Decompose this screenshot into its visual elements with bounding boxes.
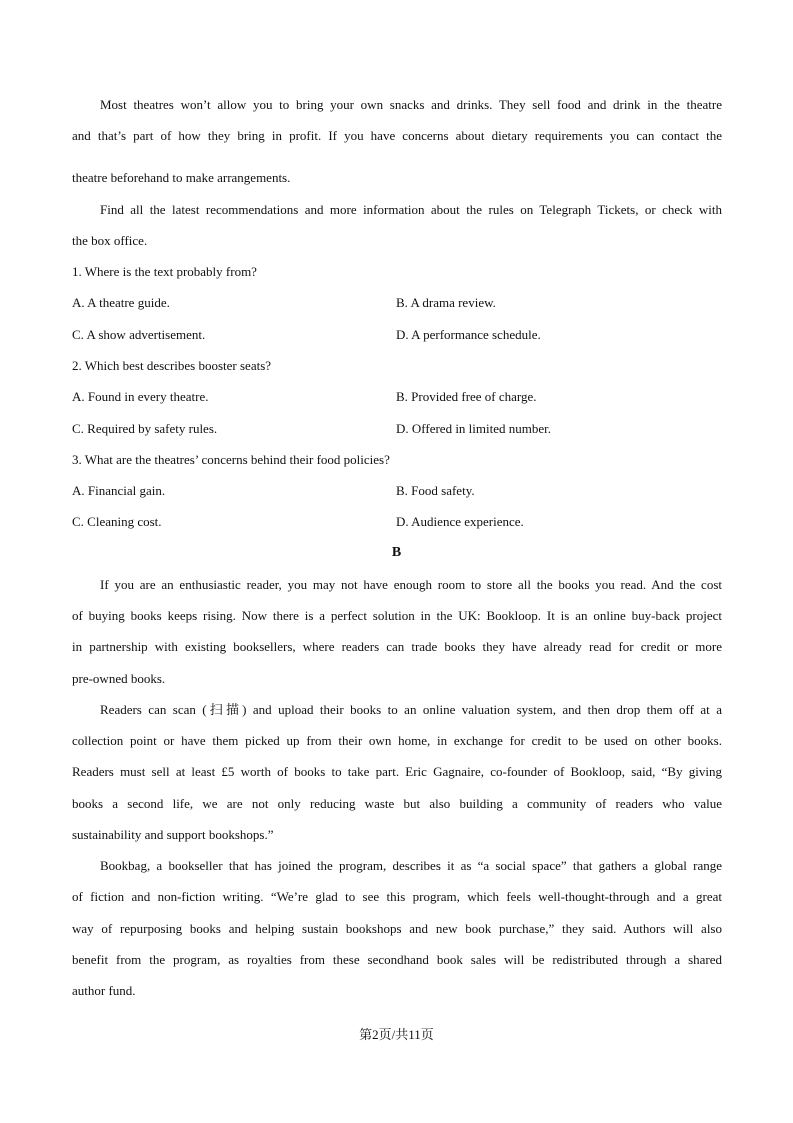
passage-b-p1-line1: If you are an enthusiastic reader, you may not have enough room to store all the books you read. And the cost: [100, 577, 722, 592]
passage-b-p3-line3: way of repurposing books and helping sustain bookshops and new book purchase,” they said. Authors will also: [72, 921, 722, 936]
passage-b-p2-line5: sustainability and support bookshops.”: [72, 827, 274, 842]
question-2-option-b: B. Provided free of charge.: [396, 389, 537, 404]
question-2-stem: 2. Which best describes booster seats?: [72, 358, 272, 373]
question-1-option-c: C. A show advertisement.: [72, 327, 206, 342]
question-3-option-b: B. Food safety.: [396, 483, 475, 498]
passage-b-p3-line4: benefit from the program, as royalties from these secondhand book sales will be redistributed through a shared: [72, 952, 722, 967]
passage-a-p2-line2: the box office.: [72, 233, 148, 248]
section-b-heading: B: [391, 545, 402, 560]
question-2-option-c: C. Required by safety rules.: [72, 421, 218, 436]
passage-b-p2-line3: Readers must sell at least £5 worth of books to take part. Eric Gagnaire, co-founder of Bookloop, said, “By giving: [72, 764, 722, 779]
passage-a-p1-line3: theatre beforehand to make arrangements.: [72, 170, 291, 185]
question-3-stem: 3. What are the theatres’ concerns behind their food policies?: [72, 452, 390, 467]
passage-b-p2-line2: collection point or have them picked up from their own home, in exchange for credit to be used on other books.: [72, 733, 722, 748]
question-1-option-d: D. A performance schedule.: [396, 327, 541, 342]
question-1-option-a: A. A theatre guide.: [72, 295, 170, 310]
passage-a-p2-line1: Find all the latest recommendations and more information about the rules on Telegraph Tickets, or check with: [100, 202, 722, 217]
question-1-stem: 1. Where is the text probably from?: [72, 264, 257, 279]
question-1-option-b: B. A drama review.: [396, 295, 496, 310]
page-number-footer: 第2页/共11页: [359, 1027, 434, 1042]
passage-b-p3-line1: Bookbag, a bookseller that has joined the program, describes it as “a social space” that gathers a global range: [100, 858, 722, 873]
question-2-option-a: A. Found in every theatre.: [72, 389, 209, 404]
passage-b-p1-line3: in partnership with existing booksellers, where readers can trade books they have already read for credit or more: [72, 639, 722, 654]
question-2-option-d: D. Offered in limited number.: [396, 421, 552, 436]
passage-a-p1-line2: and that’s part of how they bring in profit. If you have concerns about dietary requirements you can contact the: [72, 128, 722, 143]
passage-b-p2-line1: Readers can scan (扫描) and upload their books to an online valuation system, and then drop them off at a: [100, 702, 722, 717]
passage-b-p2-line4: books a second life, we are not only reducing waste but also building a community of readers who value: [72, 796, 722, 811]
passage-b-p1-line2: of buying books keeps rising. Now there is a perfect solution in the UK: Bookloop. It is an online buy-back project: [72, 608, 722, 623]
passage-a-p1-line1: Most theatres won’t allow you to bring your own snacks and drinks. They sell food and drink in the theatre: [100, 97, 722, 112]
passage-b-p1-line4: pre-owned books.: [72, 671, 166, 686]
question-3-option-c: C. Cleaning cost.: [72, 514, 162, 529]
passage-b-p3-line2: of fiction and non-fiction writing. “We’re glad to see this program, which feels well-thought-through and a great: [72, 889, 722, 904]
question-3-option-d: D. Audience experience.: [396, 514, 524, 529]
passage-b-p3-line5: author fund.: [72, 983, 136, 998]
question-3-option-a: A. Financial gain.: [72, 483, 166, 498]
